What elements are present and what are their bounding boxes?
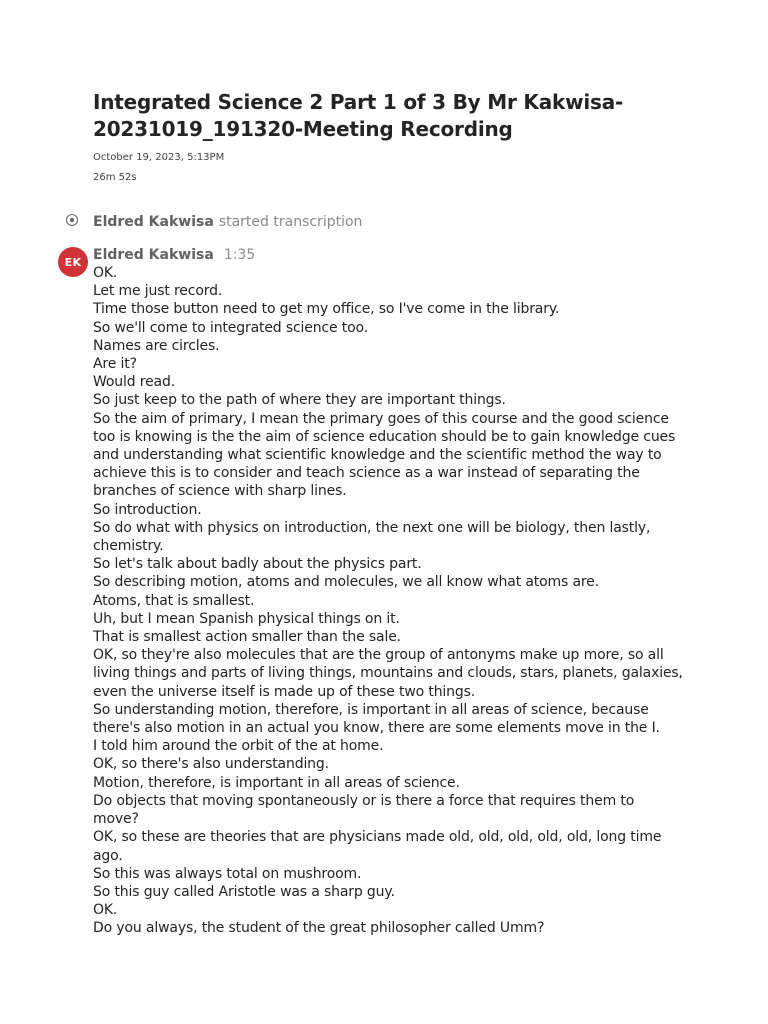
- transcript-lines: [93, 264, 683, 938]
- transcript-line: Time those button need to get my office, so I've come in the library.: [93, 301, 560, 318]
- meeting-date: October 19, 2023, 5:13PM: [93, 152, 225, 163]
- transcript-page: [64, 89, 683, 938]
- transcript-line: I told him around the orbit of the at home.: [93, 738, 384, 755]
- transcript-line: So the aim of primary, I mean the primary goes of this course and the good science too is knowing is the the aim of science education should be to gain knowledge cues and understanding what scientific knowledge and the scientific method the way to achieve this is to consider and teach science as a war instead of separating the branches of science with sharp lines.: [93, 410, 676, 500]
- event-action: started transcription: [218, 214, 363, 230]
- transcript-line: That is smallest action smaller than the sale.: [93, 629, 401, 646]
- transcript-line: So understanding motion, therefore, is important in all areas of science, because there's also motion in an actual you know, there are some elements move in the I.: [93, 701, 660, 737]
- transcript-line: Uh, but I mean Spanish physical things on it.: [93, 610, 400, 627]
- transcript-line: So let's talk about badly about the physics part.: [93, 556, 422, 573]
- transcript-line: So do what with physics on introduction, the next one will be biology, then lastly, chemistry.: [93, 519, 651, 555]
- transcript-line: Do objects that moving spontaneously or is there a force that requires them to move?: [93, 792, 635, 828]
- entry-speaker: Eldred Kakwisa: [93, 247, 214, 263]
- transcript-line: So introduction.: [93, 501, 202, 518]
- transcript-line: OK.: [93, 902, 118, 919]
- transcript-line: Names are circles.: [93, 337, 220, 354]
- transcript-line: Are it?: [93, 356, 137, 373]
- avatar: EK: [58, 247, 88, 277]
- page-title: Integrated Science 2 Part 1 of 3 By Mr Kakwisa-20231019_191320-Meeting Recording: [93, 90, 624, 141]
- transcription-icon: [66, 214, 78, 226]
- transcript-line: So just keep to the path of where they are important things.: [93, 392, 506, 409]
- transcript-line: So this guy called Aristotle was a sharp guy.: [93, 883, 395, 900]
- transcript-line: OK, so these are theories that are physicians made old, old, old, old, old, long time ago.: [93, 829, 662, 864]
- transcript-line: OK, so there's also understanding.: [93, 756, 329, 773]
- transcript-line: Motion, therefore, is important in all areas of science.: [93, 774, 460, 791]
- transcript-line: So we'll come to integrated science too.: [93, 319, 368, 336]
- transcript-line: So describing motion, atoms and molecules, we all know what atoms are.: [93, 574, 599, 591]
- transcript-line: Do you always, the student of the great philosopher called Umm?: [93, 920, 545, 937]
- event-speaker: Eldred Kakwisa: [93, 214, 214, 230]
- transcript-line: Would read.: [93, 374, 176, 391]
- meeting-duration: 26m 52s: [93, 172, 137, 183]
- transcript-line: So this was always total on mushroom.: [93, 865, 362, 882]
- entry-header: [93, 246, 683, 264]
- transcript-line: OK, so they're also molecules that are the group of antonyms make up more, so all living things and parts of living things, mountains and clouds, stars, planets, galaxies, even the universe itself is made up of these two things.: [93, 647, 683, 700]
- transcription-started-event: [93, 211, 683, 231]
- transcript-line: Atoms, that is smallest.: [93, 592, 255, 609]
- transcript-entry: [64, 246, 683, 938]
- transcript-line: OK.: [93, 265, 118, 281]
- transcript-line: Let me just record.: [93, 283, 223, 300]
- entry-timestamp[interactable]: 1:35: [223, 247, 256, 263]
